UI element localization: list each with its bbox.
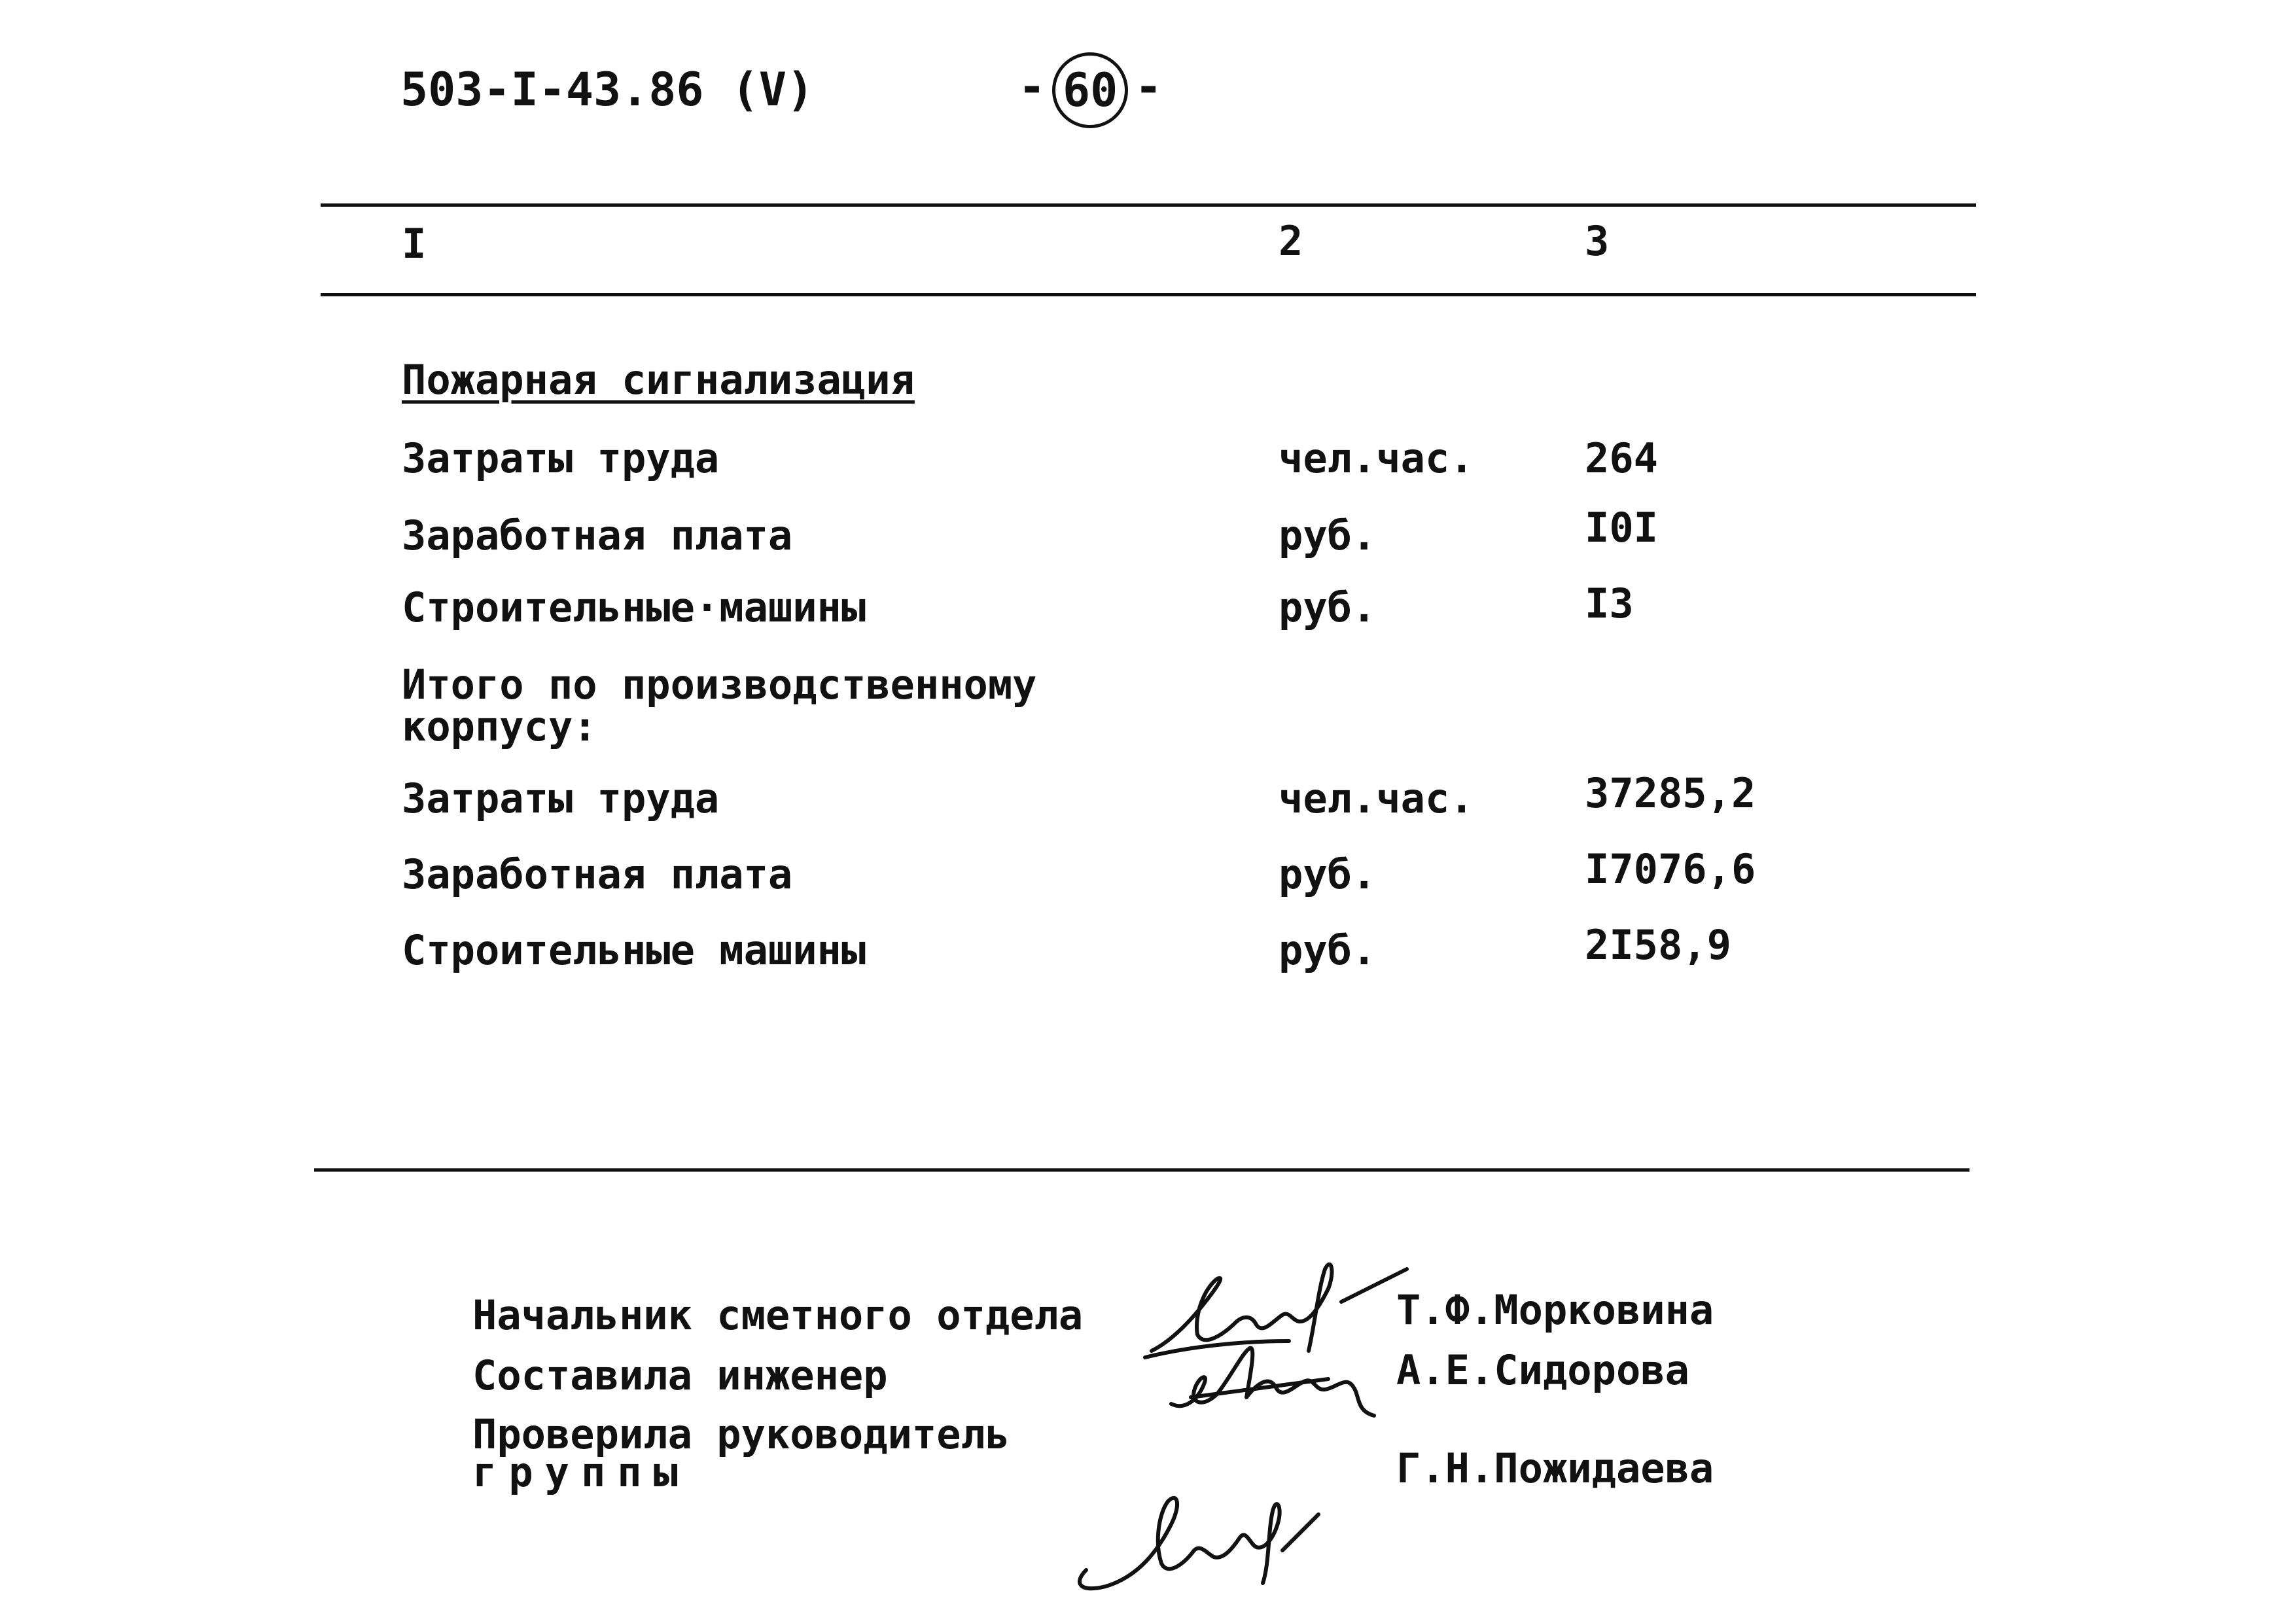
table-top-rule [321,203,1976,207]
table-bottom-rule [314,1168,1969,1172]
row-unit: руб. [1279,512,1377,559]
total-row-value: I7076,6 [1585,845,1756,893]
handwritten-signature-2 [1158,1338,1381,1430]
column-header-1: I [402,220,427,268]
signature-role-line2: группы [472,1448,690,1496]
row-unit: руб. [1279,584,1377,631]
signature-name: Т.Ф.Морковина [1396,1286,1714,1334]
total-row-name: Затраты труда [402,775,720,822]
column-header-3: 3 [1585,217,1610,265]
signature-role: Начальник сметного отдела [472,1291,1084,1339]
row-name: Строительные·машины [402,584,866,631]
row-name: Затраты труда [402,434,720,482]
total-row-value: 37285,2 [1585,769,1756,817]
total-row-unit: руб. [1279,850,1377,898]
section-title: Пожарная сигнализация [402,356,915,404]
signature-name: Г.Н.Пожидаева [1396,1444,1714,1492]
total-title-line1: Итого по производственному [402,661,1037,708]
signature-name: А.Е.Сидорова [1396,1346,1689,1394]
row-value: I0I [1585,504,1658,551]
total-row-name: Заработная плата [402,850,793,898]
total-row-name: Строительные машины [402,926,866,974]
row-unit: чел.час. [1279,434,1474,482]
table-header-rule [321,293,1976,296]
page-number-circle: 60 [1052,52,1128,128]
document-code: 503-I-43.86 (V) [400,63,815,116]
total-row-value: 2I58,9 [1585,921,1731,969]
page-dash-right: - [1135,60,1163,114]
total-title-line2: корпусу: [402,703,597,750]
total-row-unit: чел.час. [1279,775,1474,822]
row-name: Заработная плата [402,512,793,559]
total-row-unit: руб. [1279,926,1377,974]
handwritten-signature-3 [1060,1452,1335,1603]
row-value: 264 [1585,434,1658,482]
row-value: I3 [1585,580,1634,627]
signature-role-line1: Проверила руководитель [472,1410,1010,1458]
signature-role: Составила инженер [472,1352,888,1399]
column-header-2: 2 [1279,217,1303,265]
page-dash-left: - [1018,60,1046,114]
page-number [1018,52,1162,128]
